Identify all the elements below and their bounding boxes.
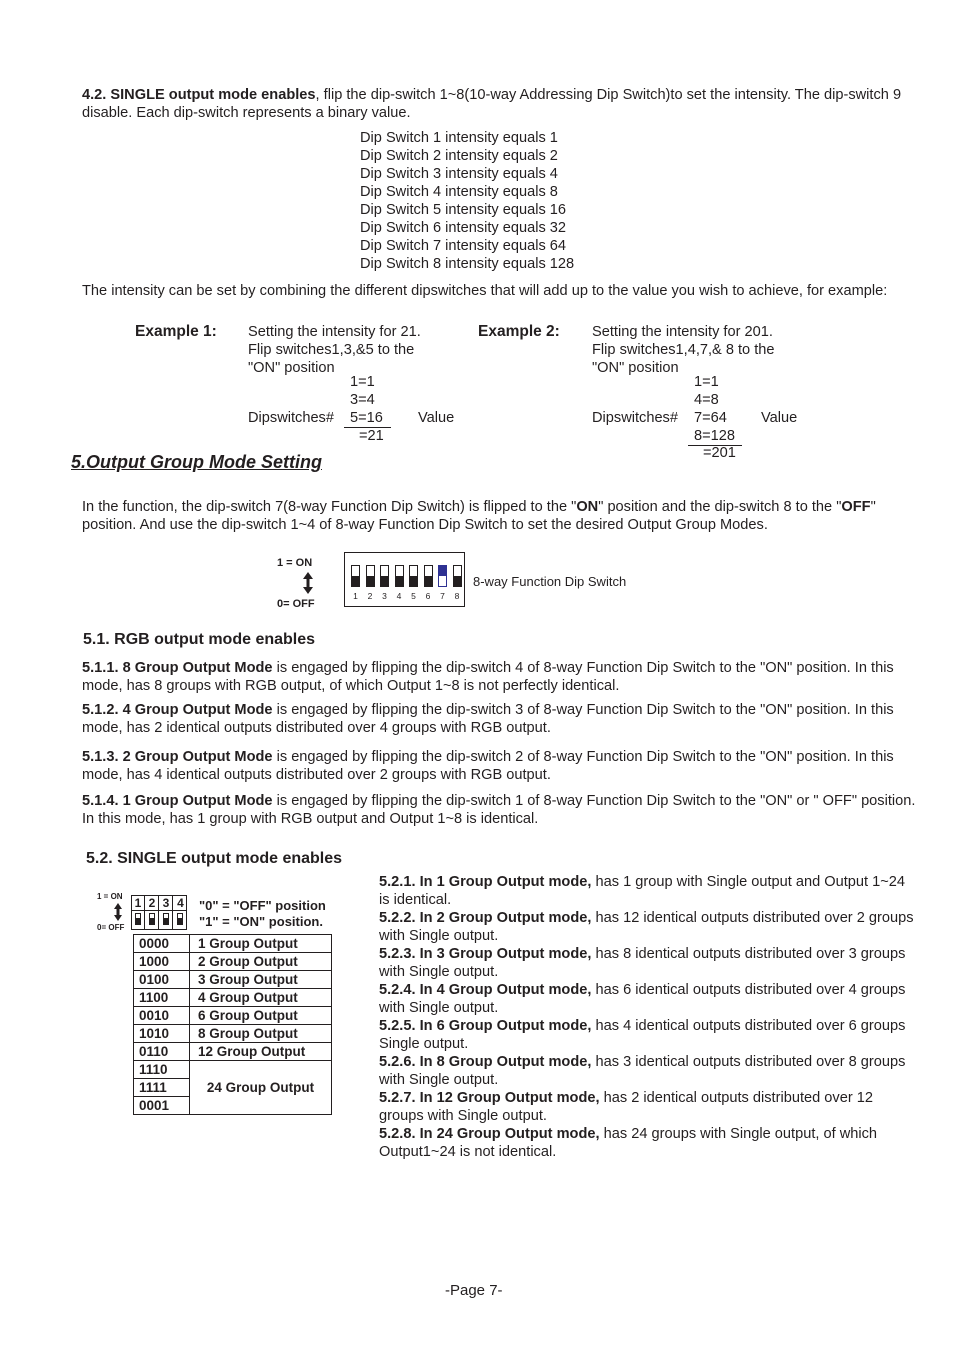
section-4-2-heading: 4.2. SINGLE output mode enables <box>82 87 316 103</box>
intro-text: In the function, the dip-switch 7(8-way Function Dip Switch) is flipped to the " <box>82 499 577 515</box>
list-item <box>379 1125 919 1161</box>
dip-switch-6 <box>424 565 433 587</box>
mini-off-label: 0= OFF <box>97 923 125 932</box>
mini-dip-switch <box>131 895 187 930</box>
table-row <box>134 989 332 1007</box>
item-head: 5.1.2. 4 Group Output Mode <box>82 702 273 718</box>
dip-value-line: Dip Switch 8 intensity equals 128 <box>360 256 575 272</box>
item-head: 5.2.6. In 8 Group Output mode, <box>379 1054 592 1070</box>
dip-value-line: Dip Switch 7 intensity equals 64 <box>360 238 567 254</box>
mode-code: 0100 <box>134 971 190 989</box>
mode-name: 8 Group Output <box>190 1025 332 1043</box>
table-row <box>134 1025 332 1043</box>
item-head: 5.2.8. In 24 Group Output mode, <box>379 1126 600 1142</box>
intro-on-word: ON <box>576 499 599 515</box>
example-2-value-label: Value <box>761 410 798 426</box>
item-text: has 4 identical outputs distributed over 6 groups Single output. <box>379 1018 906 1052</box>
dip-switch-5 <box>409 565 418 587</box>
table-row <box>134 1061 332 1079</box>
dip-switch-knob <box>396 576 403 586</box>
dip-value-line: Dip Switch 1 intensity equals 1 <box>360 130 558 146</box>
page-number: -Page 7- <box>445 1282 503 1299</box>
list-item <box>379 1017 919 1053</box>
item-head: 5.1.3. 2 Group Output Mode <box>82 749 273 765</box>
dip-caption: 8-way Function Dip Switch <box>473 574 627 589</box>
example-2-term: 4=8 <box>694 392 719 408</box>
section-5-1-1 <box>82 659 922 695</box>
dip-switch-4 <box>395 565 404 587</box>
item-text: is engaged by flipping the dip-switch 3 of 8-way Function Dip Switch to the "ON" position. In this mode, has 2 identical outputs distributed over 4 groups with RGB output. <box>82 702 894 736</box>
mode-name: 12 Group Output <box>190 1043 332 1061</box>
dip-on-label: 1 = ON <box>277 557 313 569</box>
dip-switch-number: 5 <box>411 591 416 601</box>
table-row <box>134 935 332 953</box>
mode-code: 1111 <box>134 1079 190 1097</box>
legend-on: "1" = "ON" position. <box>199 914 323 929</box>
dip-value-line: Dip Switch 2 intensity equals 2 <box>360 148 558 164</box>
intro-off-word: OFF <box>841 499 871 515</box>
section-5-intro <box>82 498 932 534</box>
section-5-1-2 <box>82 701 922 737</box>
dip-switch-number: 7 <box>440 591 445 601</box>
dip-switch-3 <box>380 565 389 587</box>
section-4-2-paragraph <box>82 86 922 122</box>
section-5-1-heading: 5.1. RGB output mode enables <box>83 631 316 648</box>
function-dip-switch <box>344 552 465 607</box>
example-1-desc <box>248 323 421 377</box>
example-1-dipswitches-label: Dipswitches# <box>248 410 334 426</box>
example-1-line: Setting the intensity for 21. <box>248 324 421 340</box>
item-text: is engaged by flipping the dip-switch 1 of 8-way Function Dip Switch to the "ON" or " OFF" position. In this mode, has 1 group with RGB output and Output 1~8 is identical. <box>82 793 916 827</box>
mini-legend <box>199 898 326 930</box>
group-mode-table <box>133 934 332 1115</box>
example-1-term: 3=4 <box>350 392 375 408</box>
item-text: has 2 identical outputs distributed over 12 groups with Single output. <box>379 1090 873 1124</box>
mini-dip-number: 2 <box>148 896 156 910</box>
example-1-term: 1=1 <box>350 374 375 390</box>
intro-text: " position and the dip-switch 8 to the " <box>598 499 842 515</box>
list-item <box>379 945 919 981</box>
list-item <box>379 1089 919 1125</box>
dip-switch-number: 2 <box>367 591 373 601</box>
item-head: 5.1.4. 1 Group Output Mode <box>82 793 273 809</box>
example-2-term: 7=64 <box>694 410 727 426</box>
dip-switch-knob <box>367 576 374 586</box>
example-1-term: 5=16 <box>350 410 383 426</box>
example-2-label: Example 2: <box>478 323 560 340</box>
mode-code: 1010 <box>134 1025 190 1043</box>
dip-switch-number: 6 <box>425 591 431 601</box>
dip-off-label: 0= OFF <box>277 598 315 610</box>
mini-dip-cell <box>132 896 145 929</box>
dip-switch-number: 1 <box>353 591 358 601</box>
item-text: is engaged by flipping the dip-switch 4 of 8-way Function Dip Switch to the "ON" position. In this mode, has 8 groups with RGB output, of which Output 1~8 is not perfectly identical. <box>82 660 894 694</box>
example-2-term: 8=128 <box>694 428 735 444</box>
dip-value-line: Dip Switch 3 intensity equals 4 <box>360 166 558 182</box>
example-1-total: =21 <box>359 428 384 444</box>
list-item <box>379 1053 919 1089</box>
mini-dip-knob <box>149 913 155 925</box>
dip-switch-knob <box>425 576 432 586</box>
item-text: has 24 groups with Single output, of which Output1~24 is not identical. <box>379 1126 878 1160</box>
example-2-total: =201 <box>703 445 736 461</box>
dip-switch-7 <box>438 565 447 587</box>
table-row <box>134 971 332 989</box>
item-head: 5.2.5. In 6 Group Output mode, <box>379 1018 592 1034</box>
section-5-2-descriptions <box>379 873 919 1161</box>
mode-code: 1100 <box>134 989 190 1007</box>
dip-value-line: Dip Switch 4 intensity equals 8 <box>360 184 558 200</box>
legend-off: "0" = "OFF" position <box>199 898 326 913</box>
item-head: 5.2.3. In 3 Group Output mode, <box>379 946 592 962</box>
mode-code: 0001 <box>134 1097 190 1115</box>
example-1-value-label: Value <box>418 410 455 426</box>
list-item <box>379 909 919 945</box>
mode-code: 1000 <box>134 953 190 971</box>
dip-switch-2 <box>366 565 375 587</box>
mode-name: 3 Group Output <box>190 971 332 989</box>
example-2-line: Setting the intensity for 201. <box>592 324 773 340</box>
mini-dip-knob <box>135 913 141 925</box>
dip-switch-knob <box>352 576 359 586</box>
up-down-arrow-icon <box>301 571 315 595</box>
mode-name: 6 Group Output <box>190 1007 332 1025</box>
mode-code: 0010 <box>134 1007 190 1025</box>
dip-value-line: Dip Switch 6 intensity equals 32 <box>360 220 567 236</box>
list-item <box>379 873 919 909</box>
section-5-2-heading: 5.2. SINGLE output mode enables <box>86 850 343 867</box>
dip-value-list <box>360 129 574 273</box>
example-1-line: "ON" position <box>248 360 335 376</box>
mini-dip-cell <box>160 896 173 929</box>
dip-switch-number: 4 <box>396 591 402 601</box>
dip-switch-knob <box>410 576 417 586</box>
item-text: has 8 identical outputs distributed over 3 groups with Single output. <box>379 946 906 980</box>
mini-dip-number: 4 <box>177 896 184 910</box>
mini-dip-number: 3 <box>162 896 170 910</box>
example-2-line: "ON" position <box>592 360 679 376</box>
dip-switch-knob <box>454 576 461 586</box>
mini-dip-knob <box>177 913 183 925</box>
section-5-1-3 <box>82 748 922 784</box>
mode-code: 0000 <box>134 935 190 953</box>
section-5-title: 5.Output Group Mode Setting <box>71 452 322 472</box>
mini-dip-knob <box>163 913 169 925</box>
intro-text: " position. And use the dip-switch 1~4 of 8-way Function Dip Switch to set the desired Output Group Modes. <box>82 499 876 533</box>
mode-name: 24 Group Output <box>190 1061 332 1115</box>
section-5-1-4 <box>82 792 922 828</box>
mode-name: 1 Group Output <box>190 935 332 953</box>
mini-dip-cell <box>174 896 187 929</box>
up-down-arrow-icon <box>113 903 123 921</box>
dip-switch-8 <box>453 565 462 587</box>
mode-name: 2 Group Output <box>190 953 332 971</box>
mini-on-label: 1 = ON <box>97 892 123 901</box>
mode-name: 4 Group Output <box>190 989 332 1007</box>
item-head: 5.2.1. In 1 Group Output mode, <box>379 874 592 890</box>
table-row <box>134 953 332 971</box>
mode-code: 1110 <box>134 1061 190 1079</box>
example-2-line: Flip switches1,4,7,& 8 to the <box>592 342 775 358</box>
example-2-dipswitches-label: Dipswitches# <box>592 410 678 426</box>
section-4-2-text: , flip the dip-switch 1~8(10-way Addressing Dip Switch)to set the intensity. The dip-switch 9 disable. Each dip-switch represents a binary value. <box>82 87 902 121</box>
example-1-label: Example 1: <box>135 323 217 340</box>
item-text: is engaged by flipping the dip-switch 2 of 8-way Function Dip Switch to the "ON" position. In this mode, has 4 identical outputs distributed over 2 groups with RGB output. <box>82 749 894 783</box>
dip-value-line: Dip Switch 5 intensity equals 16 <box>360 202 567 218</box>
intensity-intro: The intensity can be set by combining the different dipswitches that will add up to the value you wish to achieve, for example: <box>82 283 888 299</box>
item-text: has 6 identical outputs distributed over 4 groups with Single output. <box>379 982 906 1016</box>
dip-switch-number: 3 <box>382 591 387 601</box>
example-2-term: 1=1 <box>694 374 719 390</box>
item-text: has 3 identical outputs distributed over 8 groups with Single output. <box>379 1054 906 1088</box>
dip-switch-knob <box>439 566 446 576</box>
item-text: has 12 identical outputs distributed over 2 groups with Single output. <box>379 910 914 944</box>
example-1-line: Flip switches1,3,&5 to the <box>248 342 415 358</box>
list-item <box>379 981 919 1017</box>
item-head: 5.2.7. In 12 Group Output mode, <box>379 1090 600 1106</box>
item-head: 5.2.2. In 2 Group Output mode, <box>379 910 592 926</box>
mini-dip-number: 1 <box>134 896 142 910</box>
table-row <box>134 1007 332 1025</box>
dip-switch-1 <box>351 565 360 587</box>
item-head: 5.2.4. In 4 Group Output mode, <box>379 982 592 998</box>
example-2-desc <box>592 323 775 377</box>
dip-switch-knob <box>381 576 388 586</box>
dip-switch-number: 8 <box>454 591 460 601</box>
mode-code: 0110 <box>134 1043 190 1061</box>
mini-dip-cell <box>146 896 159 929</box>
item-head: 5.1.1. 8 Group Output Mode <box>82 660 273 676</box>
item-text: has 1 group with Single output and Output 1~24 is identical. <box>379 874 906 908</box>
table-row <box>134 1043 332 1061</box>
